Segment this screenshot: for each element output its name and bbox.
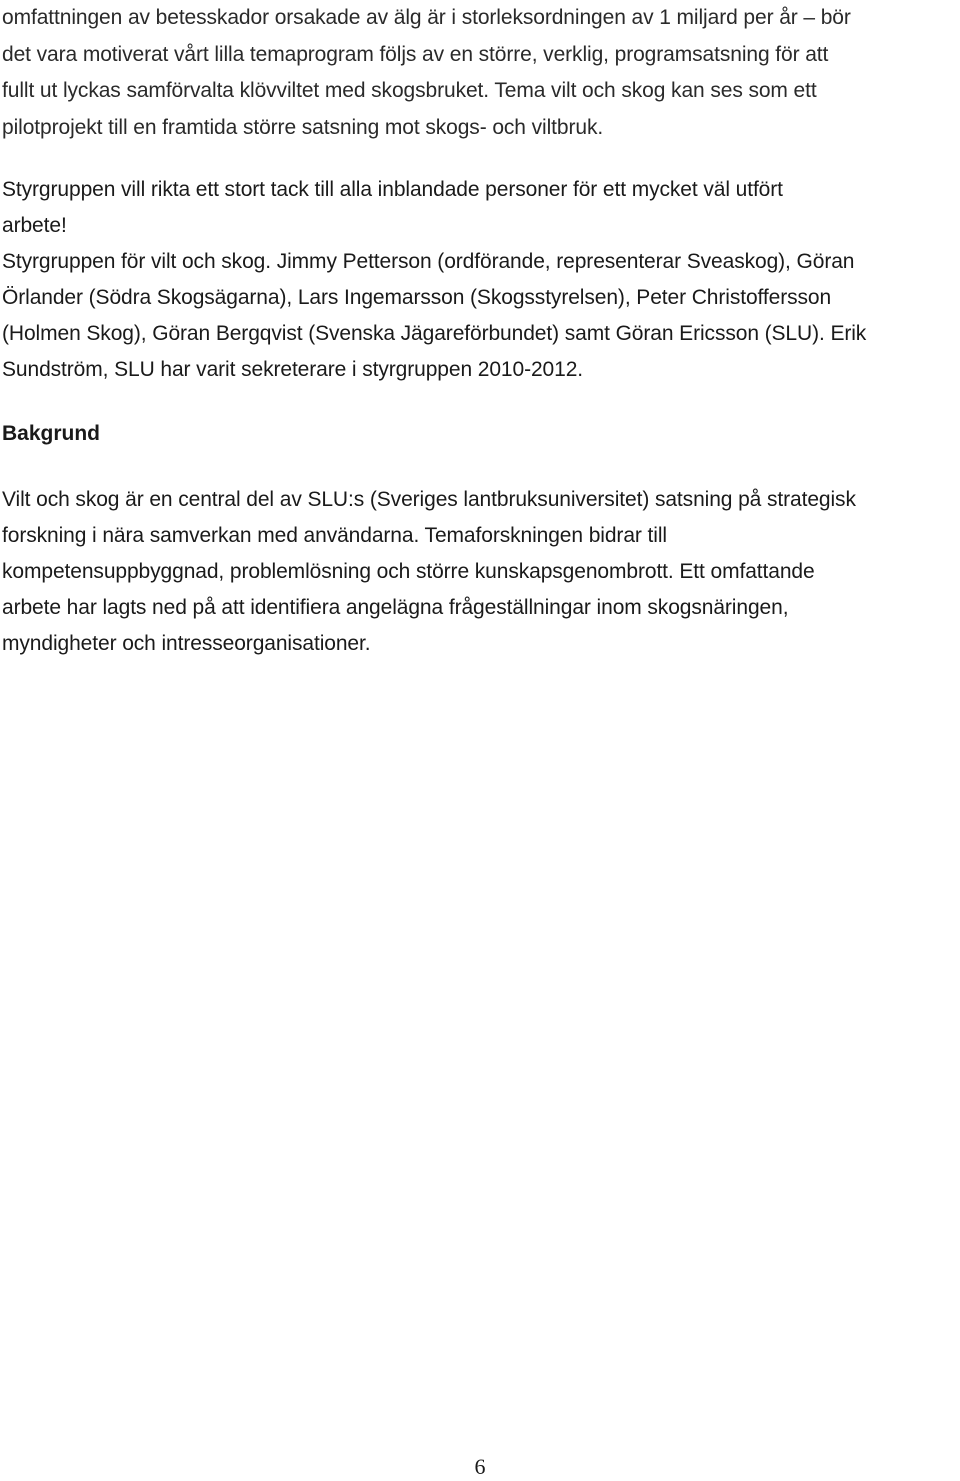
text-line: Sundström, SLU har varit sekreterare i styrgruppen 2010-2012. xyxy=(2,358,584,381)
text-line: Styrgruppen för vilt och skog. Jimmy Petterson (ordförande, representerar Sveaskog), Göran xyxy=(2,250,855,273)
text-line: fullt ut lyckas samförvalta klövviltet med skogsbruket. Tema vilt och skog kan ses som ett xyxy=(2,79,817,102)
text-line: forskning i nära samverkan med användarna. Temaforskningen bidrar till xyxy=(2,524,667,547)
page-number: 6 xyxy=(474,1454,486,1479)
text-line: det vara motiverat vårt lilla temaprogram följs av en större, verklig, programsatsning för att xyxy=(2,42,829,66)
text-line: Styrgruppen vill rikta ett stort tack till alla inblandade personer för ett mycket väl utfört xyxy=(2,178,783,201)
text-line: arbete! xyxy=(2,214,67,237)
intro-paragraph xyxy=(2,0,958,146)
background-paragraph xyxy=(2,482,958,662)
thanks-paragraph xyxy=(2,172,958,244)
text-line: arbete har lagts ned på att identifiera angelägna frågeställningar inom skogsnäringen, xyxy=(2,596,789,619)
text-line: Örlander (Södra Skogsägarna), Lars Ingemarsson (Skogsstyrelsen), Peter Christoffersson xyxy=(2,286,832,309)
text-line: omfattningen av betesskador orsakade av älg är i storleksordningen av 1 miljard per år – bör xyxy=(2,6,851,29)
text-line: kompetensuppbyggnad, problemlösning och större kunskapsgenombrott. Ett omfattande xyxy=(2,560,815,583)
text-line: pilotprojekt till en framtida större satsning mot skogs- och viltbruk. xyxy=(2,115,604,139)
steering-group-paragraph xyxy=(2,244,958,388)
section-heading: Bakgrund xyxy=(2,422,101,445)
text-line: Vilt och skog är en central del av SLU:s (Sveriges lantbruksuniversitet) satsning på strategisk xyxy=(2,488,856,511)
text-line: (Holmen Skog), Göran Bergqvist (Svenska Jägareförbundet) samt Göran Ericsson (SLU). Erik xyxy=(2,322,867,345)
text-line: myndigheter och intresseorganisationer. xyxy=(2,632,371,655)
